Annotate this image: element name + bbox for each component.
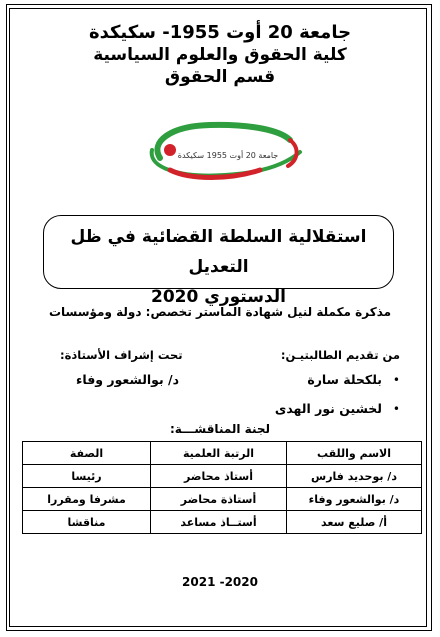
member-name: أ/ صليع سعد bbox=[287, 511, 422, 534]
logo-text: جامعة 20 أوت 1955 سكيكدة bbox=[177, 151, 279, 160]
university-logo bbox=[140, 120, 310, 180]
thesis-title-line1: استقلالية السلطة القضائية في ظل التعديل bbox=[70, 227, 367, 277]
thesis-title-box bbox=[43, 215, 394, 307]
bullet-icon: • bbox=[392, 402, 400, 416]
member-role: رئيسا bbox=[23, 465, 151, 488]
bullet-icon: • bbox=[392, 373, 400, 387]
table-row bbox=[23, 465, 422, 488]
student-name-2: لخشين نور الهدى bbox=[274, 401, 382, 416]
faculty-name: كلية الحقوق والعلوم السياسية bbox=[93, 45, 347, 65]
student-name-1: بلكحلة سارة bbox=[307, 372, 382, 387]
member-name: د/ بوالشعور وفاء bbox=[287, 488, 422, 511]
header-rank: الرتبة العلمية bbox=[151, 442, 287, 465]
institution-header bbox=[0, 22, 440, 88]
member-rank: أستاذة محاضر bbox=[151, 488, 287, 511]
academic-year: 2021 -2020 bbox=[182, 575, 258, 589]
students-label: من تقديم الطالبتيـن: bbox=[280, 348, 400, 362]
table-row bbox=[23, 511, 422, 534]
university-name: جامعة 20 أوت 1955- سكيكدة bbox=[88, 22, 352, 43]
member-rank: أستــاذ مساعد bbox=[151, 511, 287, 534]
committee-title: لجنة المناقشـــة: bbox=[169, 422, 271, 436]
table-header-row bbox=[23, 442, 422, 465]
supervisor-name: د/ بوالشعور وفاء bbox=[76, 372, 180, 387]
member-rank: أستاذ محاضر bbox=[151, 465, 287, 488]
member-role: مناقشا bbox=[23, 511, 151, 534]
department-name: قسم الحقوق bbox=[164, 67, 276, 87]
header-name: الاسم واللقب bbox=[287, 442, 422, 465]
header-role: الصفة bbox=[23, 442, 151, 465]
member-role: مشرفا ومقررا bbox=[23, 488, 151, 511]
committee-table bbox=[22, 441, 422, 534]
thesis-subtitle: مذكرة مكملة لنيل شهادة الماستر تخصص: دولة ومؤسسات bbox=[48, 305, 392, 319]
table-row bbox=[23, 488, 422, 511]
supervisor-label: تحت إشراف الأستاذة: bbox=[60, 348, 183, 362]
member-name: د/ بوحديد فارس bbox=[287, 465, 422, 488]
thesis-title-line2: الدستوري 2020 bbox=[151, 287, 286, 307]
